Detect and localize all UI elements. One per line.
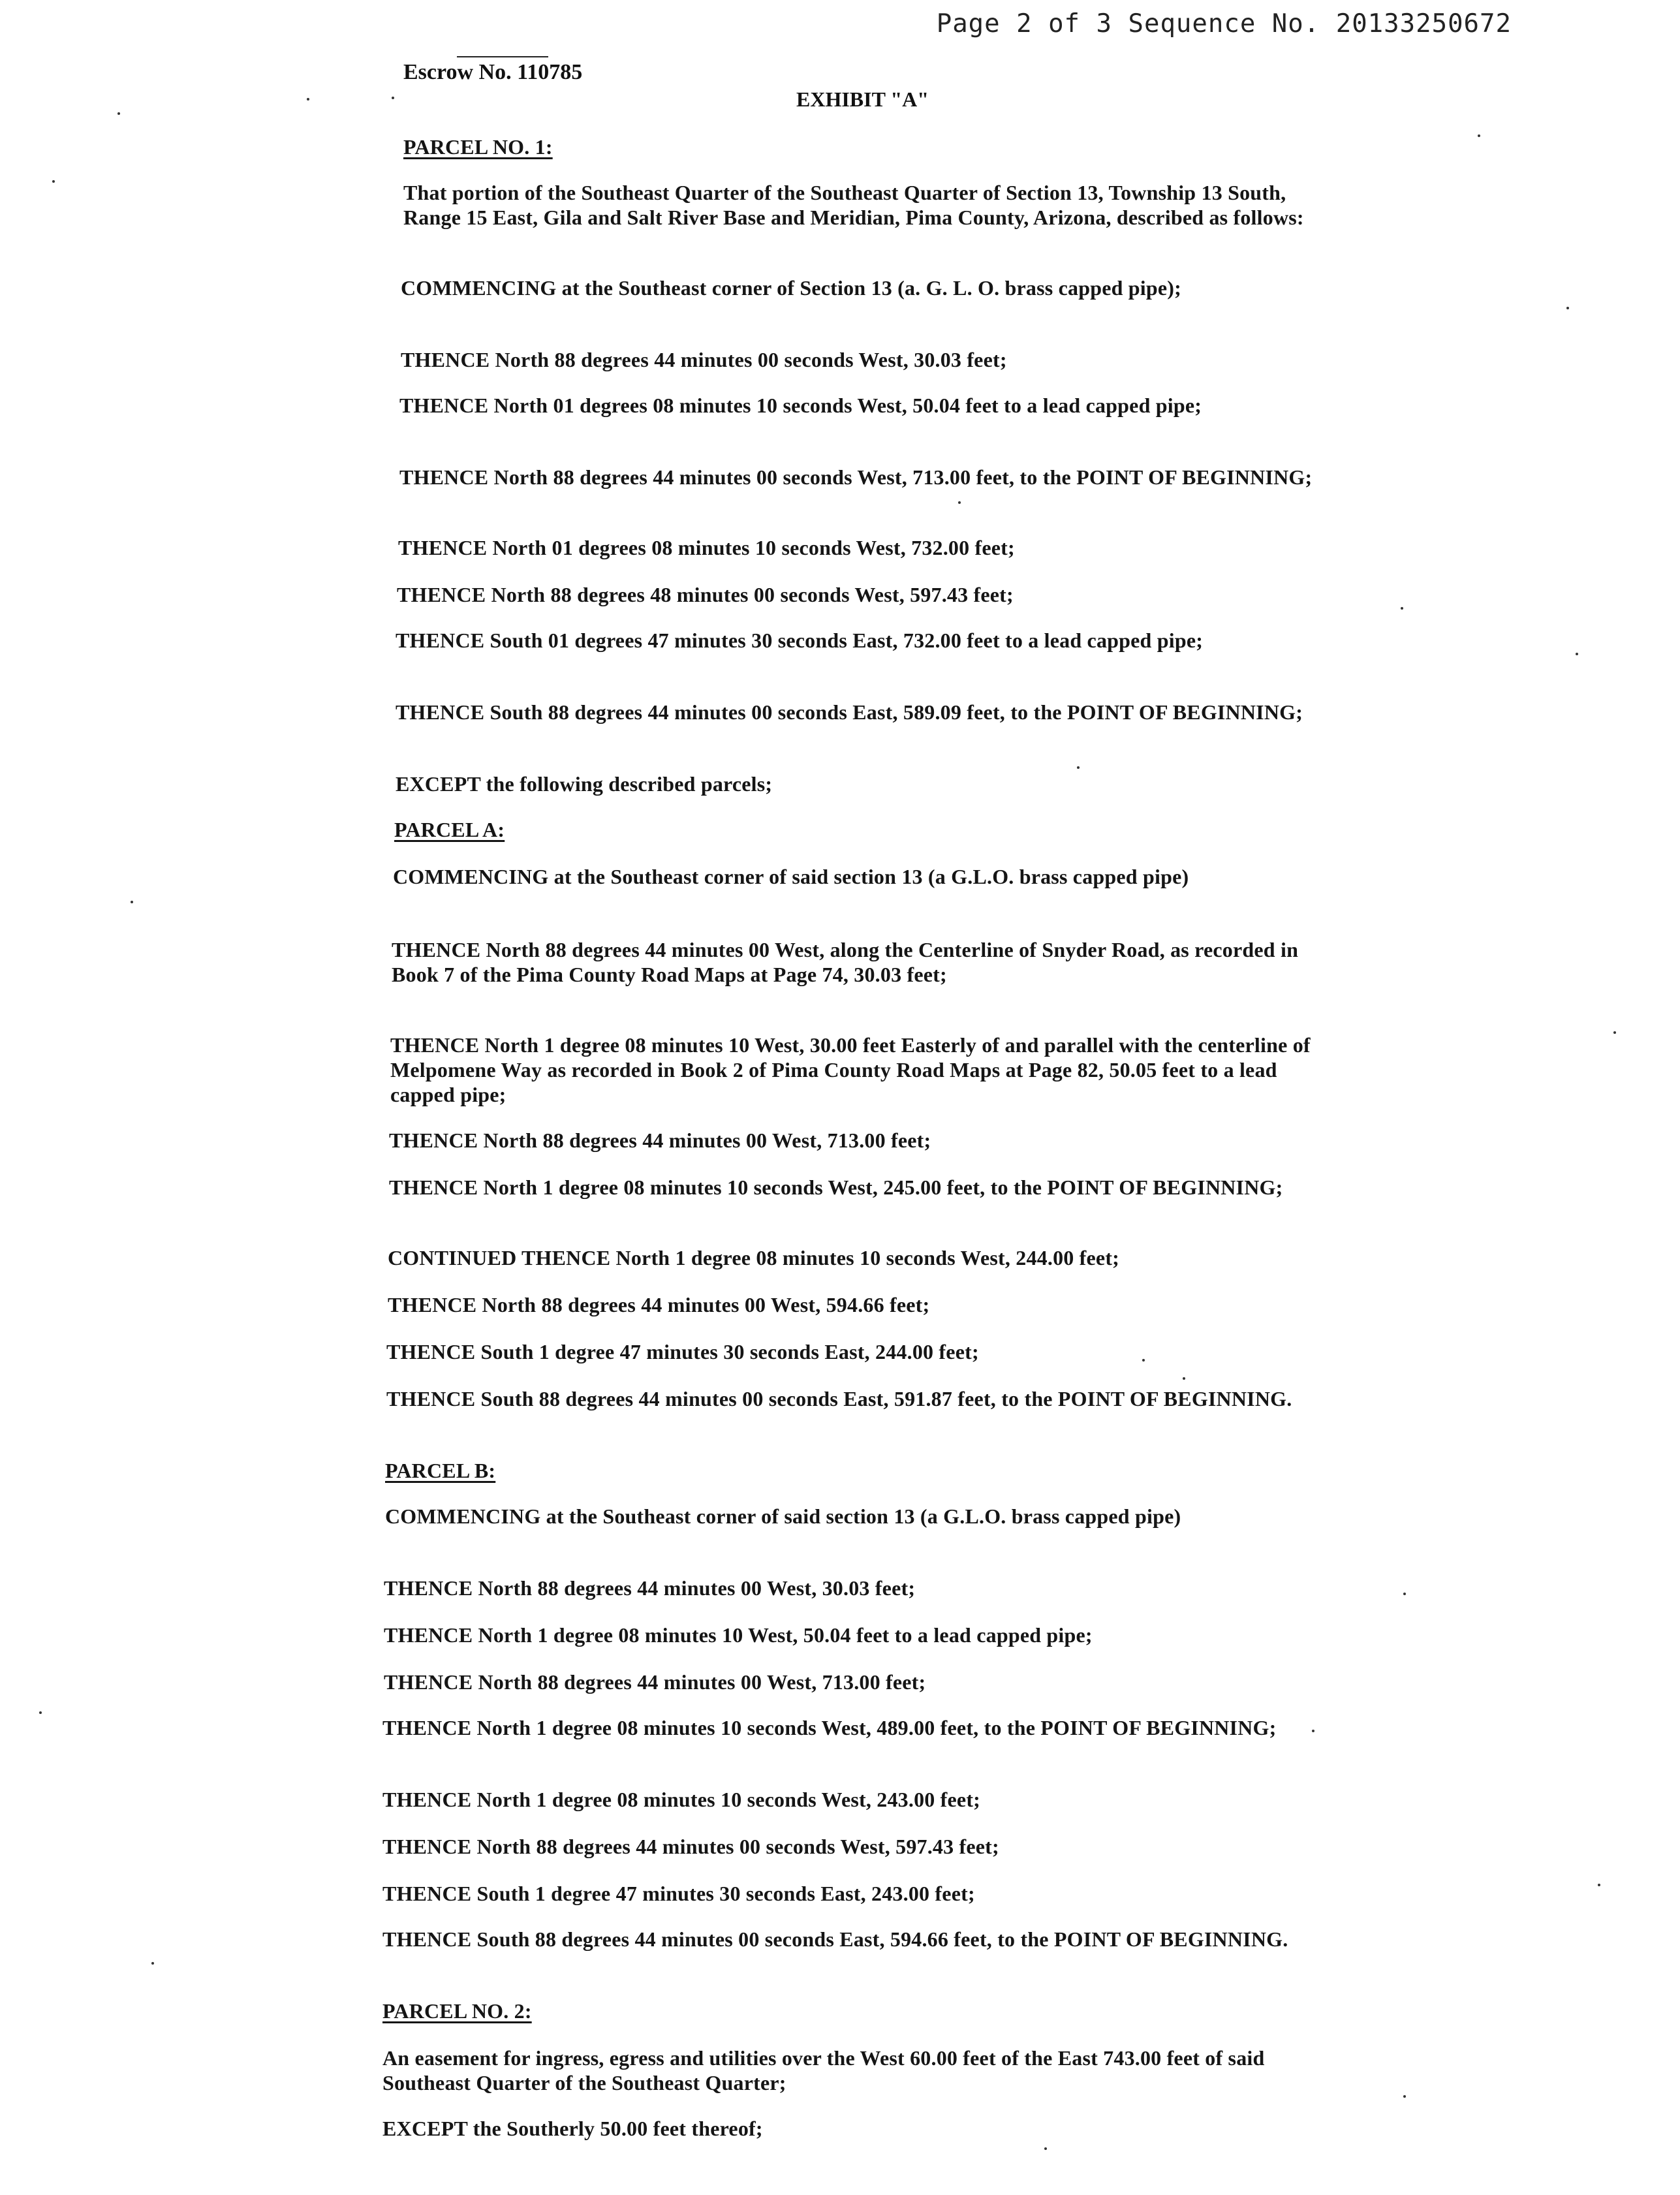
exhibit-title: EXHIBIT "A" — [796, 87, 929, 111]
paragraph: THENCE South 88 degrees 44 minutes 00 seconds East, 589.09 feet, to the POINT OF BEGINNING; — [396, 700, 1303, 724]
paragraph: COMMENCING at the Southeast corner of Section 13 (a. G. L. O. brass capped pipe); — [401, 276, 1182, 300]
parcel-2-heading: PARCEL NO. 2: — [382, 1999, 532, 2023]
paragraph: COMMENCING at the Southeast corner of said section 13 (a G.L.O. brass capped pipe) — [393, 865, 1189, 888]
scan-speck — [117, 112, 120, 115]
paragraph: THENCE North 1 degree 08 minutes 10 West, 50.04 feet to a lead capped pipe; — [384, 1623, 1093, 1647]
paragraph: THENCE North 88 degrees 44 minutes 00 West, 713.00 feet; — [384, 1670, 926, 1694]
paragraph: THENCE North 01 degrees 08 minutes 10 seconds West, 732.00 feet; — [398, 536, 1015, 559]
scan-speck — [1077, 766, 1080, 769]
scan-speck — [52, 180, 55, 183]
paragraph: An easement for ingress, egress and utilities over the West 60.00 feet of the East 743.00 feet of said Southeast Quarter of the Southeast Quarter; — [382, 2046, 1265, 2094]
scan-speck — [1478, 134, 1480, 137]
paragraph: THENCE North 1 degree 08 minutes 10 seconds West, 489.00 feet, to the POINT OF BEGINNING; — [382, 1716, 1277, 1739]
scan-speck — [1401, 607, 1403, 610]
scan-speck — [1598, 1884, 1600, 1886]
paragraph: EXCEPT the following described parcels; — [396, 772, 773, 796]
scan-speck — [1142, 1359, 1145, 1362]
scan-speck — [1613, 1031, 1616, 1034]
parcel-1-heading: PARCEL NO. 1: — [403, 135, 553, 159]
paragraph: THENCE North 88 degrees 44 minutes 00 seconds West, 30.03 feet; — [401, 348, 1007, 371]
paragraph: THENCE North 88 degrees 44 minutes 00 West, 30.03 feet; — [384, 1576, 916, 1600]
scan-speck — [1183, 1377, 1185, 1380]
paragraph: THENCE North 1 degree 08 minutes 10 seconds West, 245.00 feet, to the POINT OF BEGINNING; — [389, 1175, 1283, 1199]
scan-speck — [131, 901, 133, 903]
scan-speck — [958, 501, 961, 504]
scan-speck — [1312, 1730, 1314, 1732]
parcel-a-heading: PARCEL A: — [394, 818, 505, 841]
scan-speck — [307, 98, 309, 101]
scan-speck — [1576, 653, 1578, 655]
paragraph: EXCEPT the Southerly 50.00 feet thereof; — [382, 2117, 763, 2140]
scan-speck — [151, 1962, 154, 1965]
paragraph: THENCE South 88 degrees 44 minutes 00 seconds East, 591.87 feet, to the POINT OF BEGINNING. — [386, 1387, 1292, 1410]
paragraph: THENCE North 1 degree 08 minutes 10 West, 30.00 feet Easterly of and parallel with the centerline of Melpomene Way as recorded in Book 2 of Pima County Road Maps at Page 82, 50.05 feet to a lead capped pipe; — [390, 1033, 1311, 1106]
paragraph: THENCE North 88 degrees 44 minutes 00 West, 594.66 feet; — [388, 1293, 930, 1316]
paragraph: THENCE North 88 degrees 48 minutes 00 seconds West, 597.43 feet; — [397, 583, 1014, 606]
paragraph: THENCE North 88 degrees 44 minutes 00 West, 713.00 feet; — [389, 1129, 931, 1152]
paragraph: COMMENCING at the Southeast corner of said section 13 (a G.L.O. brass capped pipe) — [385, 1504, 1181, 1528]
scan-speck — [39, 1711, 42, 1714]
parcel-b-heading: PARCEL B: — [385, 1459, 496, 1482]
escrow-number: Escrow No. 110785 — [403, 60, 583, 84]
paragraph: THENCE North 88 degrees 44 minutes 00 seconds West, 597.43 feet; — [382, 1835, 999, 1858]
page-sequence-header: Page 2 of 3 Sequence No. 20133250672 — [936, 9, 1512, 39]
paragraph: THENCE North 88 degrees 44 minutes 00 seconds West, 713.00 feet, to the POINT OF BEGINNING; — [399, 465, 1313, 489]
paragraph: THENCE South 1 degree 47 minutes 30 seconds East, 243.00 feet; — [382, 1882, 975, 1905]
paragraph: THENCE South 88 degrees 44 minutes 00 seconds East, 594.66 feet, to the POINT OF BEGINNING. — [382, 1927, 1288, 1951]
paragraph: THENCE North 88 degrees 44 minutes 00 West, along the Centerline of Snyder Road, as recorded in Book 7 of the Pima County Road Maps at Page 74, 30.03 feet; — [392, 938, 1299, 986]
scan-speck — [1044, 2147, 1047, 2150]
paragraph: THENCE South 01 degrees 47 minutes 30 seconds East, 732.00 feet to a lead capped pipe; — [396, 629, 1204, 652]
paragraph: THENCE North 1 degree 08 minutes 10 seconds West, 243.00 feet; — [382, 1788, 981, 1811]
scan-speck — [1403, 1593, 1406, 1595]
scan-speck — [1566, 307, 1569, 309]
scan-speck — [392, 97, 394, 99]
paragraph: THENCE North 01 degrees 08 minutes 10 seconds West, 50.04 feet to a lead capped pipe; — [399, 394, 1202, 417]
paragraph: CONTINUED THENCE North 1 degree 08 minutes 10 seconds West, 244.00 feet; — [388, 1246, 1120, 1269]
paragraph: THENCE South 1 degree 47 minutes 30 seconds East, 244.00 feet; — [386, 1340, 979, 1363]
paragraph: That portion of the Southeast Quarter of the Southeast Quarter of Section 13, Township 13 South, Range 15 East, Gila and Salt River Base and Meridian, Pima County, Arizona, described as follows: — [403, 181, 1304, 229]
scan-speck — [1403, 2095, 1406, 2098]
